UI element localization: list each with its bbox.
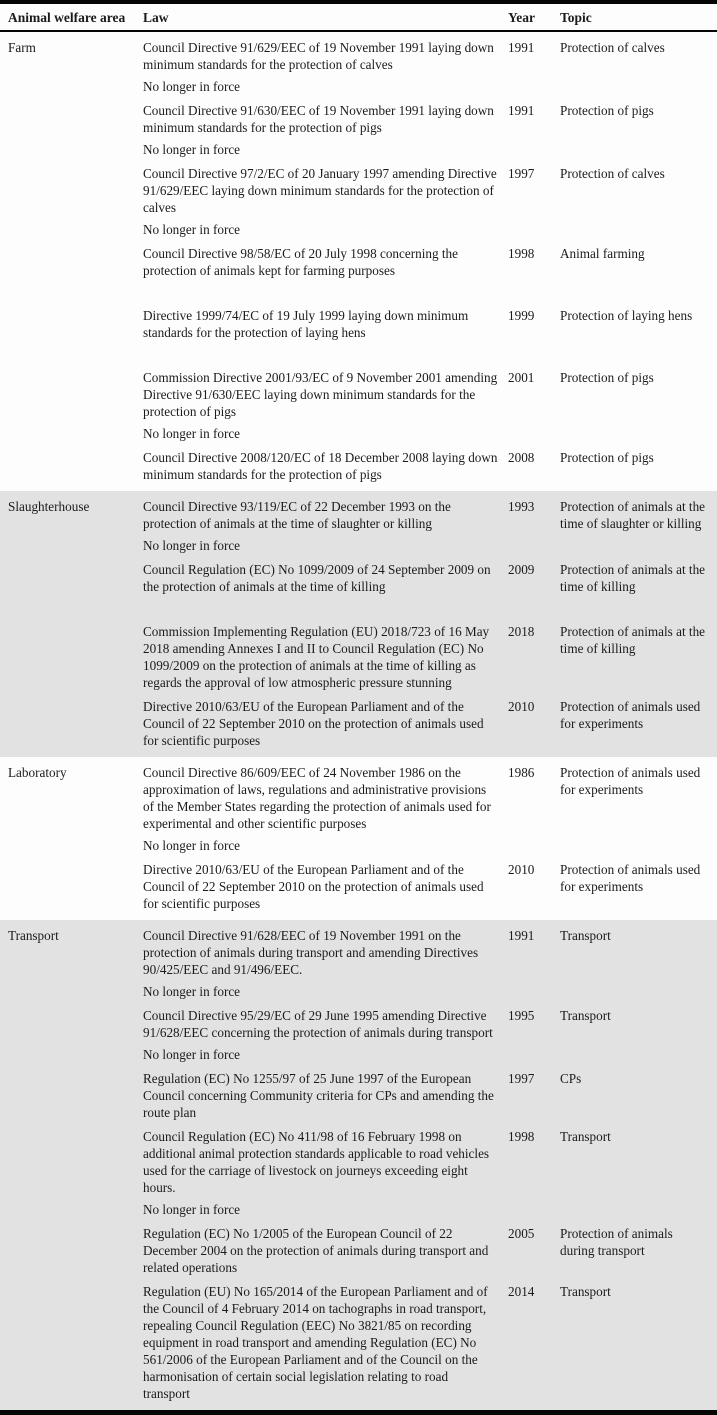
topic-cell: Protection of animals used for experiments [560, 699, 701, 731]
table-row [0, 1283, 717, 1402]
year-cell: 1997 [508, 166, 535, 181]
no-longer-in-force-note: No longer in force [143, 838, 241, 853]
table-row [0, 1007, 717, 1063]
year-cell: 1995 [508, 1008, 535, 1023]
table-row [0, 245, 717, 279]
no-longer-in-force-note: No longer in force [143, 538, 241, 553]
year-cell: 2001 [508, 370, 535, 385]
year-cell: 2005 [508, 1226, 535, 1241]
law-cell [143, 307, 508, 341]
law-cell [143, 102, 508, 158]
table-body [0, 32, 717, 1410]
topic-cell: Protection of animals at the time of killing [560, 624, 706, 656]
topic-cell: Protection of pigs [560, 370, 654, 385]
law-cell [143, 369, 508, 442]
year-cell: 1993 [508, 499, 535, 514]
law-cell [143, 561, 508, 595]
table-row [0, 102, 717, 158]
table-row [0, 861, 717, 912]
law-text: Regulation (EC) No 1255/97 of 25 June 1997 of the European Council concerning Community criteria for CPs and amending the route plan [143, 1071, 494, 1120]
law-cell [143, 498, 508, 554]
year-cell: 2008 [508, 450, 535, 465]
area-cell [0, 698, 143, 749]
topic-cell: Protection of calves [560, 166, 665, 181]
no-longer-in-force-note: No longer in force [143, 1047, 241, 1062]
no-longer-in-force-note: No longer in force [143, 79, 241, 94]
law-text: Council Directive 2008/120/EC of 18 December 2008 laying down minimum standards for the protection of pigs [143, 450, 498, 482]
table-row [0, 764, 717, 854]
table-row [0, 1225, 717, 1276]
law-text: Council Directive 97/2/EC of 20 January 1997 amending Directive 91/629/EEC laying down minimum standards for the protection of calves [143, 166, 497, 215]
area-cell [0, 861, 143, 912]
area-cell [0, 1283, 143, 1402]
law-cell [143, 165, 508, 238]
law-text: Regulation (EU) No 165/2014 of the European Parliament and of the Council of 4 February 2014 on tachographs in road transport, repealing Council Regulation (EEC) No 3821/85 on recording equipment in road transport and amending Regulation (EC) No 561/2006 of the European Parliament and of the Council on the harmonisation of certain social legislation relating to road transport [143, 1284, 488, 1401]
table-row [0, 307, 717, 341]
no-longer-in-force-note: No longer in force [143, 984, 241, 999]
year-cell: 1986 [508, 765, 535, 780]
year-cell: 1997 [508, 1071, 535, 1086]
topic-cell: Transport [560, 1129, 611, 1144]
law-cell [143, 764, 508, 854]
table-row [0, 698, 717, 749]
year-cell: 1991 [508, 103, 535, 118]
topic-cell: Protection of animals used for experiments [560, 862, 701, 894]
law-text: Regulation (EC) No 1/2005 of the European Council of 22 December 2004 on the protection of animals during transport and related operations [143, 1226, 489, 1275]
law-text: Commission Directive 2001/93/EC of 9 November 2001 amending Directive 91/630/EEC laying down minimum standards for the protection of pigs [143, 370, 498, 419]
table-row [0, 369, 717, 442]
table-header-row [0, 4, 717, 32]
area-cell [0, 1070, 143, 1121]
law-text: Directive 2010/63/EU of the European Parliament and of the Council of 22 September 2010 on the protection of animals used for scientific purposes [143, 699, 484, 748]
table-row [0, 498, 717, 554]
section-laboratory [0, 757, 717, 920]
table-row [0, 561, 717, 595]
topic-cell: Protection of pigs [560, 450, 654, 465]
column-header-topic: Topic [560, 10, 592, 25]
area-cell [0, 1128, 143, 1218]
column-header-year: Year [508, 10, 535, 25]
topic-cell: Protection of calves [560, 40, 665, 55]
no-longer-in-force-note: No longer in force [143, 426, 241, 441]
area-cell: Transport [8, 928, 59, 943]
area-cell: Laboratory [8, 765, 67, 780]
area-cell [0, 1225, 143, 1276]
table-row [0, 1070, 717, 1121]
topic-cell: Protection of animals during transport [560, 1226, 673, 1258]
table-row [0, 623, 717, 691]
topic-cell: Transport [560, 928, 611, 943]
law-cell [143, 927, 508, 1000]
area-cell [0, 623, 143, 691]
law-cell [143, 39, 508, 95]
law-cell [143, 245, 508, 279]
topic-cell: Protection of laying hens [560, 308, 693, 323]
law-text: Council Directive 98/58/EC of 20 July 1998 concerning the protection of animals kept for farming purposes [143, 246, 458, 278]
law-text: Commission Implementing Regulation (EU) 2018/723 of 16 May 2018 amending Annexes I and II to Council Regulation (EC) No 1099/2009 on the protection of animals at the time of killing as regards the approval of low atmospheric pressure stunning [143, 624, 490, 690]
topic-cell: Transport [560, 1008, 611, 1023]
area-cell [0, 102, 143, 158]
topic-cell: Transport [560, 1284, 611, 1299]
law-text: Council Directive 91/628/EEC of 19 November 1991 on the protection of animals during transport and amending Directives 90/425/EEC and 91/496/EEC. [143, 928, 479, 977]
law-text: Council Directive 91/629/EEC of 19 November 1991 laying down minimum standards for the protection of calves [143, 40, 494, 72]
law-text: Council Regulation (EC) No 411/98 of 16 February 1998 on additional animal protection standards applicable to road vehicles used for the carriage of livestock on journeys exceeding eight hours. [143, 1129, 490, 1195]
area-cell [0, 245, 143, 279]
law-cell [143, 1007, 508, 1063]
law-text: Directive 1999/74/EC of 19 July 1999 laying down minimum standards for the protection of laying hens [143, 308, 469, 340]
topic-cell: Protection of animals at the time of killing [560, 562, 706, 594]
law-cell [143, 1283, 508, 1402]
law-cell [143, 449, 508, 483]
section-slaughterhouse [0, 491, 717, 757]
law-text: Council Directive 91/630/EEC of 19 November 1991 laying down minimum standards for the protection of pigs [143, 103, 494, 135]
area-cell: Farm [8, 40, 36, 55]
law-text: Council Directive 95/29/EC of 29 June 1995 amending Directive 91/628/EEC concerning the protection of animals during transport [143, 1008, 493, 1040]
year-cell: 2010 [508, 699, 535, 714]
area-cell [0, 165, 143, 238]
year-cell: 1999 [508, 308, 535, 323]
no-longer-in-force-note: No longer in force [143, 142, 241, 157]
table-row [0, 449, 717, 483]
topic-cell: Protection of pigs [560, 103, 654, 118]
law-cell [143, 861, 508, 912]
area-cell [0, 1007, 143, 1063]
law-text: Council Regulation (EC) No 1099/2009 of 24 September 2009 on the protection of animals at the time of killing [143, 562, 491, 594]
table-row [0, 165, 717, 238]
section-farm [0, 32, 717, 491]
area-cell [0, 369, 143, 442]
no-longer-in-force-note: No longer in force [143, 1202, 241, 1217]
law-cell [143, 1128, 508, 1218]
year-cell: 1998 [508, 246, 535, 261]
table-row [0, 927, 717, 1000]
no-longer-in-force-note: No longer in force [143, 222, 241, 237]
law-cell [143, 623, 508, 691]
topic-cell: CPs [560, 1071, 582, 1086]
year-cell: 2014 [508, 1284, 535, 1299]
topic-cell: Protection of animals used for experiments [560, 765, 701, 797]
table-row [0, 1128, 717, 1218]
section-transport [0, 920, 717, 1410]
area-cell: Slaughterhouse [8, 499, 90, 514]
area-cell [0, 307, 143, 341]
law-cell [143, 1225, 508, 1276]
table-row [0, 39, 717, 95]
year-cell: 1991 [508, 40, 535, 55]
column-header-area: Animal welfare area [8, 10, 126, 25]
topic-cell: Animal farming [560, 246, 645, 261]
law-text: Directive 2010/63/EU of the European Parliament and of the Council of 22 September 2010 on the protection of animals used for scientific purposes [143, 862, 484, 911]
year-cell: 2018 [508, 624, 535, 639]
year-cell: 2009 [508, 562, 535, 577]
law-cell [143, 1070, 508, 1121]
year-cell: 2010 [508, 862, 535, 877]
law-text: Council Directive 86/609/EEC of 24 November 1986 on the approximation of laws, regulations and administrative provisions of the Member States regarding the protection of animals used for experimental and other scientific purposes [143, 765, 491, 831]
topic-cell: Protection of animals at the time of slaughter or killing [560, 499, 706, 531]
year-cell: 1998 [508, 1129, 535, 1144]
law-text: Council Directive 93/119/EC of 22 December 1993 on the protection of animals at the time of slaughter or killing [143, 499, 451, 531]
year-cell: 1991 [508, 928, 535, 943]
law-cell [143, 698, 508, 749]
area-cell [0, 561, 143, 595]
area-cell [0, 449, 143, 483]
column-header-law: Law [143, 10, 169, 25]
